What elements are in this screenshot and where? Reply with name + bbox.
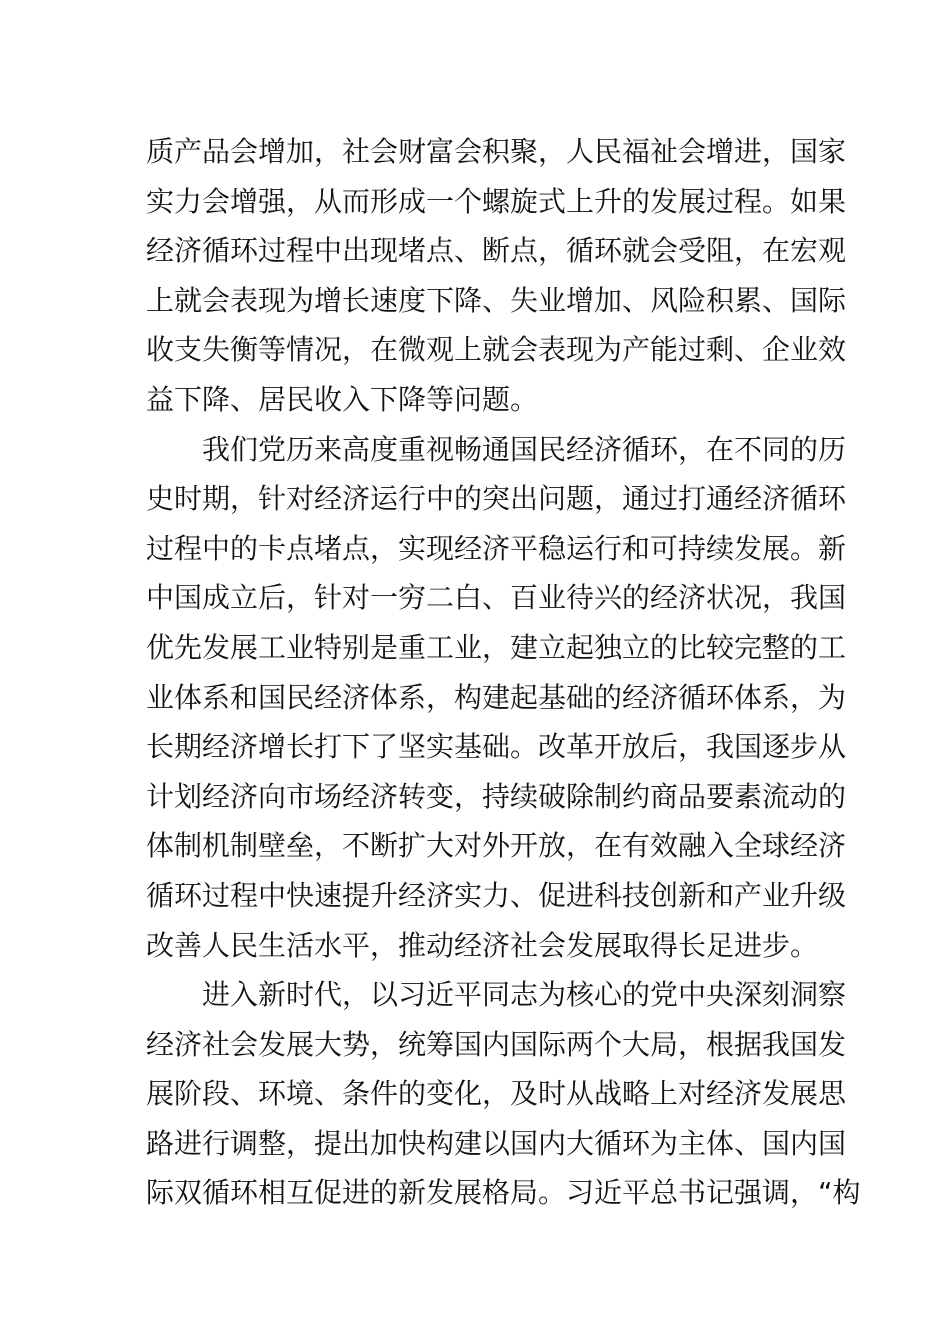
text-line: 际双循环相互促进的新发展格局。习近平总书记强调，“构 — [146, 1176, 861, 1210]
text-line: 循环过程中快速提升经济实力、促进科技创新和产业升级 — [146, 878, 847, 912]
text-line: 质产品会增加，社会财富会积聚，人民福祉会增进，国家 — [146, 135, 847, 168]
text-line: 长期经济增长打下了坚实基础。改革开放后，我国逐步从 — [146, 730, 847, 764]
text-line: 实力会增强，从而形成一个螺旋式上升的发展过程。如果 — [146, 184, 847, 218]
text-line: 路进行调整，提出加快构建以国内大循环为主体、国内国 — [146, 1126, 847, 1160]
text-line: 史时期，针对经济运行中的突出问题，通过打通经济循环 — [146, 482, 847, 516]
text-line: 展阶段、环境、条件的变化，及时从战略上对经济发展思 — [146, 1077, 847, 1111]
text-line: 经济社会发展大势，统筹国内国际两个大局，根据我国发 — [146, 1027, 847, 1061]
text-line: 改善人民生活水平，推动经济社会发展取得长足进步。 — [146, 928, 819, 962]
text-line: 上就会表现为增长速度下降、失业增加、风险积累、国际 — [146, 283, 847, 317]
text-line: 体制机制壁垒，不断扩大对外开放，在有效融入全球经济 — [146, 829, 847, 863]
text-line: 优先发展工业特别是重工业，建立起独立的比较完整的工 — [146, 630, 847, 664]
text-line: 计划经济向市场经济转变，持续破除制约商品要素流动的 — [146, 779, 847, 813]
text-line: 我们党历来高度重视畅通国民经济循环，在不同的历 — [146, 432, 847, 466]
text-line: 业体系和国民经济体系，构建起基础的经济循环体系，为 — [146, 680, 847, 714]
text-line: 收支失衡等情况，在微观上就会表现为产能过剩、企业效 — [146, 333, 847, 367]
text-line: 经济循环过程中出现堵点、断点，循环就会受阻，在宏观 — [146, 234, 847, 268]
text-line: 中国成立后，针对一穷二白、百业待兴的经济状况，我国 — [146, 581, 847, 615]
text-line: 进入新时代，以习近平同志为核心的党中央深刻洞察 — [146, 978, 847, 1012]
body-text — [146, 127, 861, 1218]
text-line: 益下降、居民收入下降等问题。 — [146, 382, 539, 416]
text-line: 过程中的卡点堵点，实现经济平稳运行和可持续发展。新 — [146, 531, 847, 565]
